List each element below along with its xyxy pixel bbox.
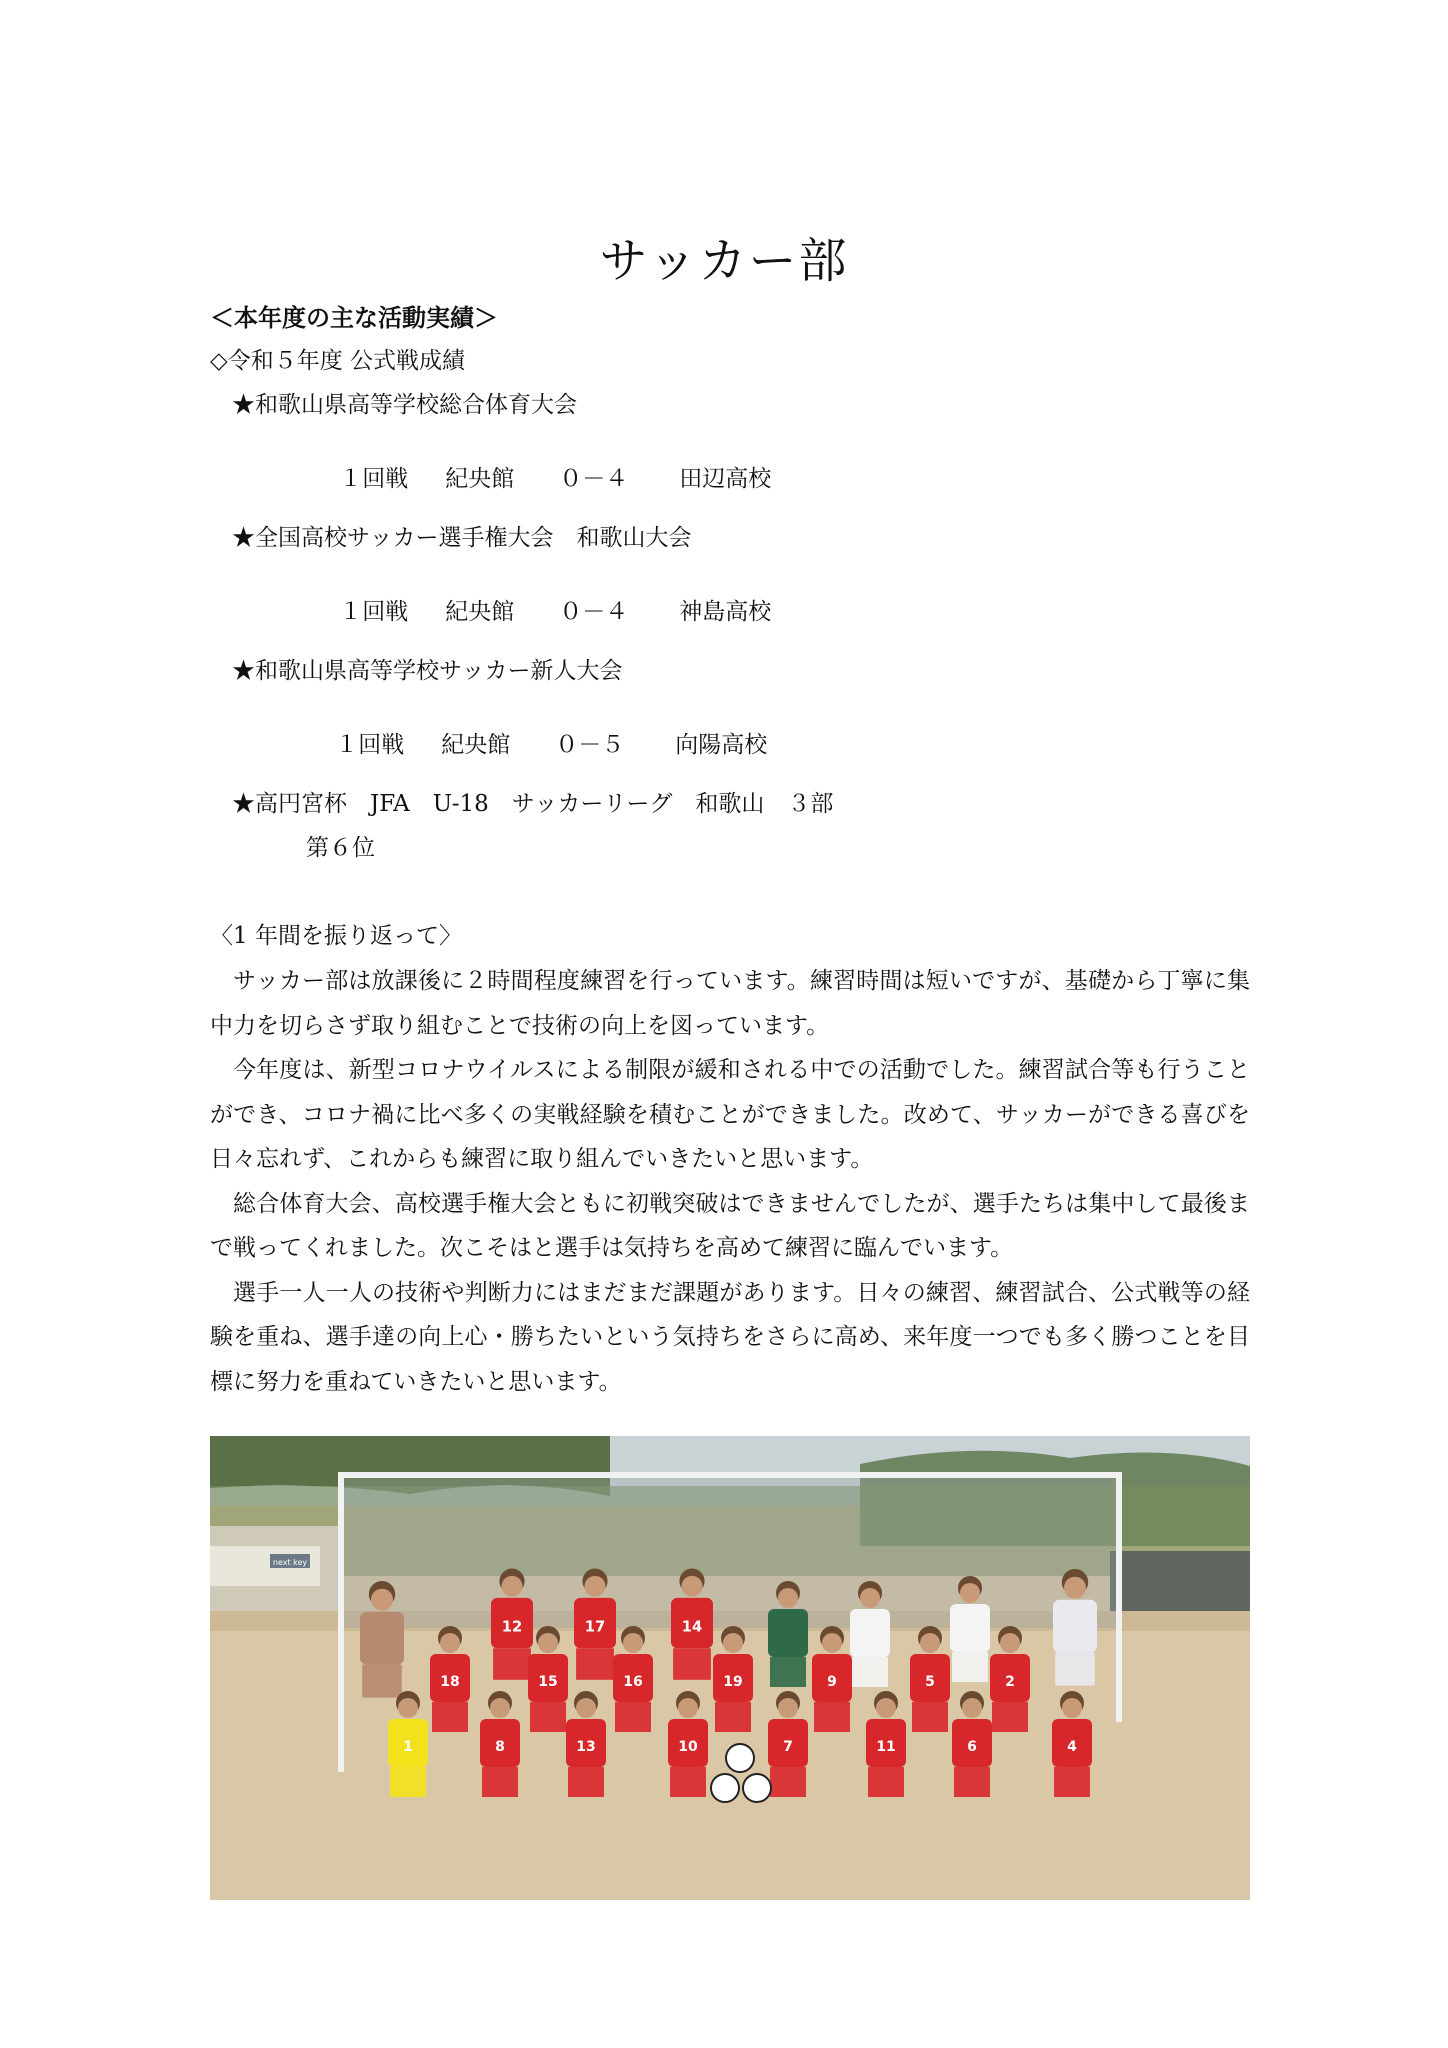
result-round: １回戦 — [335, 732, 405, 758]
jersey-number: 5 — [925, 1674, 935, 1690]
jersey-number: 6 — [967, 1739, 977, 1755]
jersey-number: 19 — [723, 1674, 743, 1690]
tournament-result — [310, 567, 771, 657]
jersey-number: 2 — [1005, 1674, 1015, 1690]
result-venue: 紀央館 — [445, 466, 515, 492]
result-score: ０－４ — [559, 599, 629, 625]
jersey-number: 4 — [1067, 1739, 1077, 1755]
jersey-number: 1 — [403, 1739, 413, 1755]
tournament-name: ★和歌山県高等学校総合体育大会 — [232, 392, 577, 418]
jersey-number: 9 — [827, 1674, 837, 1690]
section-heading: ＜本年度の主な活動実績＞ — [210, 303, 498, 332]
jersey-number: 18 — [440, 1674, 460, 1690]
result-venue: 紀央館 — [441, 732, 511, 758]
result-opponent: 向陽高校 — [675, 732, 768, 758]
league-place: 第６位 — [306, 835, 375, 861]
jersey-number: 16 — [623, 1674, 643, 1690]
league-name: ★高円宮杯 JFA U-18 サッカーリーグ 和歌山 ３部 — [232, 791, 834, 817]
paragraph: サッカー部は放課後に２時間程度練習を行っています。練習時間は短いですが、基礎から丁寧に集中力を切らさず取り組むことで技術の向上を図っています。 — [210, 968, 1250, 1039]
jersey-number: 10 — [678, 1739, 698, 1755]
result-round: １回戦 — [339, 599, 409, 625]
result-opponent: 神島高校 — [679, 599, 772, 625]
jersey-number: 7 — [783, 1739, 793, 1755]
tournament-name: ★和歌山県高等学校サッカー新人大会 — [232, 658, 623, 684]
team-photo — [210, 1436, 1250, 1900]
jersey-number: 13 — [576, 1739, 596, 1755]
result-opponent: 田辺高校 — [679, 466, 772, 492]
reflection-body — [210, 959, 1250, 1404]
jersey-number: 14 — [681, 1618, 703, 1636]
result-venue: 紀央館 — [445, 599, 515, 625]
jersey-number: 12 — [501, 1618, 523, 1636]
result-round: １回戦 — [339, 466, 409, 492]
paragraph: 選手一人一人の技術や判断力にはまだまだ課題があります。日々の練習、練習試合、公式戦等の経験を重ね、選手達の向上心・勝ちたいという気持ちをさらに高め、来年度一つでも多く勝つことを目標に努力を重ねていきたいと思います。 — [210, 1279, 1250, 1395]
page-title: サッカー部 — [599, 233, 849, 289]
paragraph: 総合体育大会、高校選手権大会ともに初戦突破はできませんでしたが、選手たちは集中して最後まで戦ってくれました。次こそはと選手は気持ちを高めて練習に臨んでいます。 — [210, 1190, 1250, 1261]
result-score: ０－４ — [559, 466, 629, 492]
tournament-result — [306, 700, 767, 790]
tournament-result — [310, 434, 771, 524]
results-heading: ◇令和５年度 公式戦成績 — [210, 348, 465, 374]
team-photo-illustration — [210, 1436, 1250, 1900]
paragraph: 今年度は、新型コロナウイルスによる制限が緩和される中での活動でした。練習試合等も行うことができ、コロナ禍に比べ多くの実戦経験を積むことができました。改めて、サッカーができる喜びを日々忘れず、これからも練習に取り組んでいきたいと思います。 — [210, 1057, 1250, 1172]
reflection-heading: 〈1 年間を振り返って〉 — [210, 923, 462, 949]
sign-text: next key — [272, 1558, 308, 1567]
tournament-name: ★全国高校サッカー選手権大会 和歌山大会 — [232, 525, 692, 551]
jersey-number: 17 — [584, 1618, 606, 1636]
jersey-number: 11 — [876, 1739, 896, 1755]
result-score: ０－５ — [555, 732, 625, 758]
jersey-number: 15 — [538, 1674, 558, 1690]
jersey-number: 8 — [495, 1739, 505, 1755]
